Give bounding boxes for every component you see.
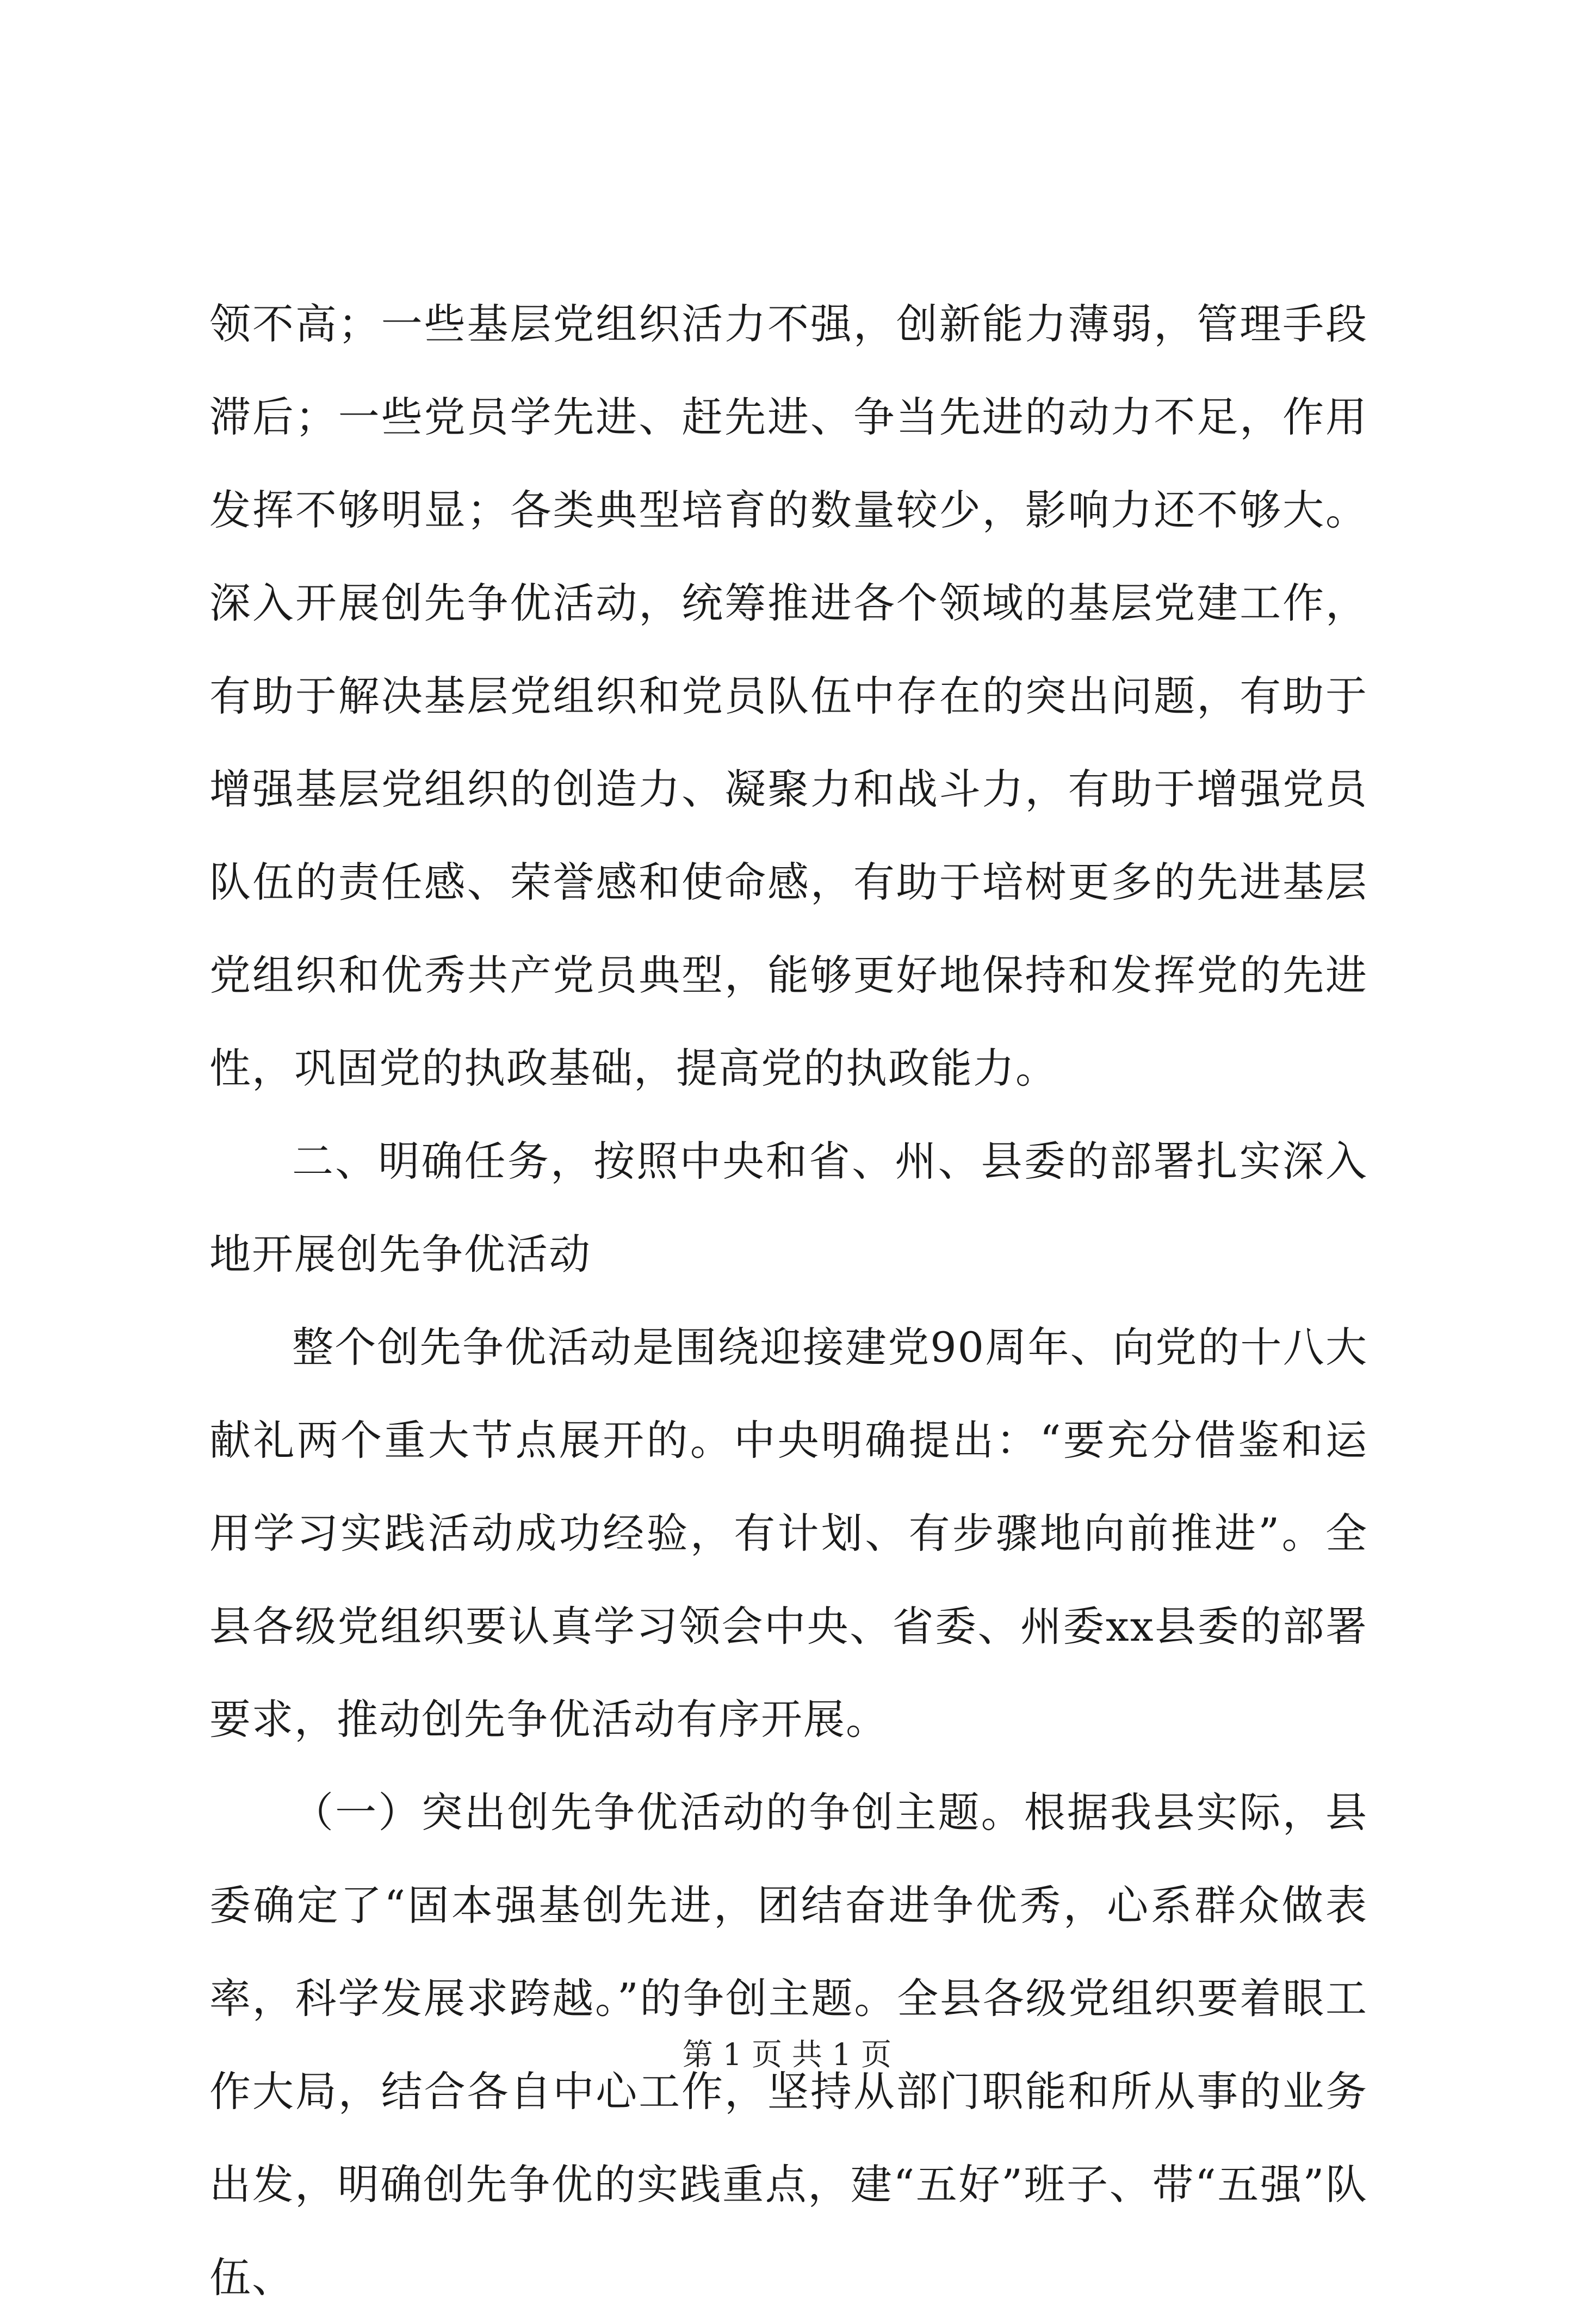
page-footer: 第 1 页 共 1 页 <box>682 2037 892 2073</box>
section-heading-two: 二、明确任务，按照中央和省、州、县委的部署扎实深入地开展创先争优活动 <box>209 1137 1368 1278</box>
body-paragraph-continuation: 领不高；一些基层党组织活力不强，创新能力薄弱，管理手段滞后；一些党员学先进、赶先进、争当先进的动力不足，作用发挥不够明显；各类典型培育的数量较少，影响力还不够大。深入开展创先争优活动，统筹推进各个领域的基层党建工作，有助于解决基层党组织和党员队伍中存在的突出问题，有助于增强基层党组织的创造力、凝聚力和战斗力，有助于增强党员队伍的责任感、荣誉感和使命感，有助于培树更多的先进基层党组织和优秀共产党员典型，能够更好地保持和发挥党的先进性，巩固党的执政基础，提高党的执政能力。 <box>209 300 1368 1092</box>
document-body <box>209 277 1368 2324</box>
subsection-paragraph-one: （一）突出创先争优活动的争创主题。根据我县实际，县委确定了“固本强基创先进，团结奋进争优秀，心系群众做表率，科学发展求跨越。”的争创主题。全县各级党组织要着眼工作大局，结合各自中心工作，坚持从部门职能和所从事的业务出发，明确创先争优的实践重点，建“五好”班子、带“五强”队伍、 <box>209 1788 1368 2302</box>
body-paragraph: 整个创先争优活动是围绕迎接建党90周年、向党的十八大献礼两个重大节点展开的。中央明确提出：“要充分借鉴和运用学习实践活动成功经验，有计划、有步骤地向前推进”。全县各级党组织要认真学习领会中央、省委、州委xx县委的部署要求，推动创先争优活动有序开展。 <box>209 1323 1368 1744</box>
